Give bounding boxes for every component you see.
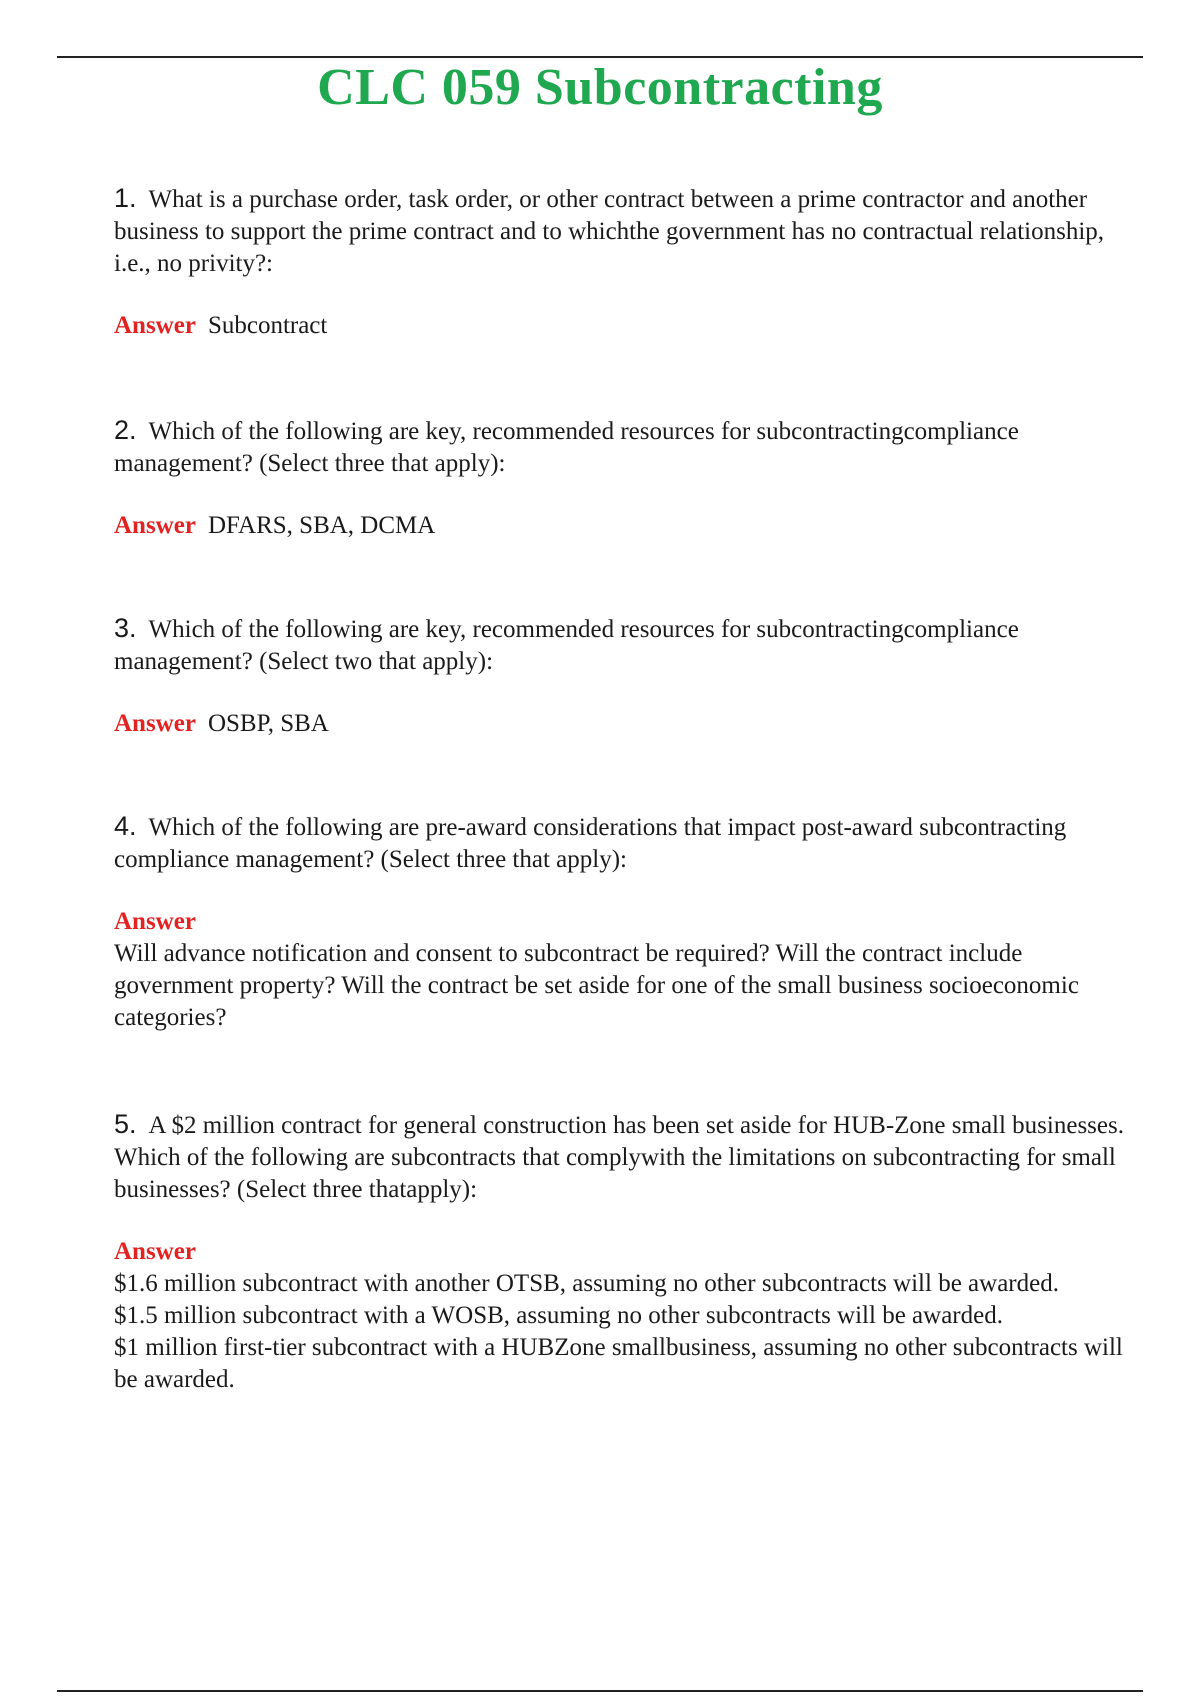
question-number: 4. <box>114 811 137 841</box>
question-text: 2. Which of the following are key, recommended resources for subcontractingcompliance management? (Select three that apply): <box>114 415 1019 477</box>
bottom-rule <box>57 1690 1143 1692</box>
answer-text: DFARS, SBA, DCMA <box>207 512 436 539</box>
answer-block <box>114 906 1134 1034</box>
answer-block <box>114 708 1134 740</box>
question-number: 2. <box>114 415 137 445</box>
question-item <box>114 182 1134 342</box>
answer-label: Answer <box>114 710 196 737</box>
answer-label: Answer <box>114 312 196 339</box>
question-text: 3. Which of the following are key, recommended resources for subcontractingcompliance management? (Select two that apply): <box>114 613 1019 675</box>
answer-block <box>114 310 1134 342</box>
question-text: 1. What is a purchase order, task order, or other contract between a prime contractor and another business to support the prime contract and to whichthe government has no contractual relationship, i.e., no privity?: <box>114 183 1105 277</box>
answer-text: $1.6 million subcontract with another OTSB, assuming no other subcontracts will be awarded. <box>114 1270 1059 1297</box>
question-number: 1. <box>114 183 137 213</box>
question-item <box>114 612 1134 740</box>
answer-text: OSBP, SBA <box>207 710 329 737</box>
answer-text: Will advance notification and consent to subcontract be required? Will the contract include government property? Will the contract be set aside for one of the small business socioeconomic categories? <box>114 940 1079 1031</box>
question-number: 3. <box>114 613 137 643</box>
question-item <box>114 414 1134 542</box>
answer-label: Answer <box>114 908 196 935</box>
answer-block <box>114 510 1134 542</box>
question-item <box>114 1108 1134 1396</box>
answer-label: Answer <box>114 512 196 539</box>
answer-text: $1 million first-tier subcontract with a HUBZone smallbusiness, assuming no other subcontracts will be awarded. <box>114 1334 1123 1393</box>
answer-text: Subcontract <box>207 312 328 339</box>
question-number: 5. <box>114 1109 137 1139</box>
answer-block <box>114 1236 1134 1396</box>
answer-text: $1.5 million subcontract with a WOSB, assuming no other subcontracts will be awarded. <box>114 1302 1003 1329</box>
answer-label: Answer <box>114 1238 196 1265</box>
question-item <box>114 810 1134 1034</box>
question-text: 5. A $2 million contract for general construction has been set aside for HUB-Zone small businesses. Which of the following are subcontracts that complywith the limitations on subcontracting for small businesses? (Select three thatapply): <box>114 1109 1124 1203</box>
question-text: 4. Which of the following are pre-award considerations that impact post-award subcontracting compliance management? (Select three that apply): <box>114 811 1067 873</box>
document-title: CLC 059 Subcontracting <box>317 59 883 116</box>
